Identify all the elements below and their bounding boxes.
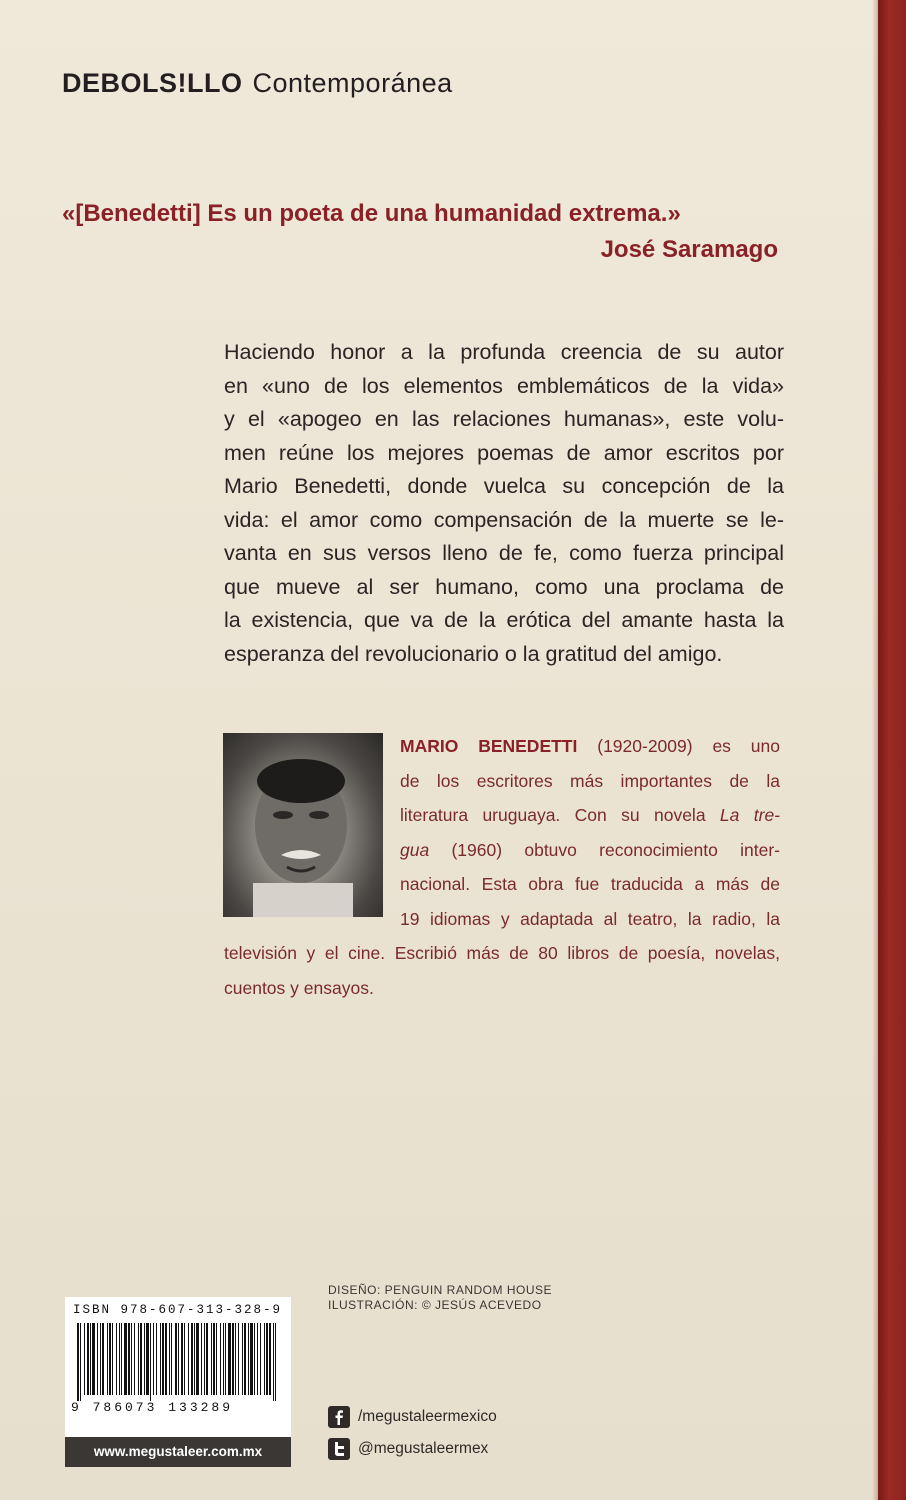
author-bio [224,729,780,1005]
synopsis-line: Mario Benedetti, donde vuelca su concepción de la [224,474,784,498]
facebook-handle: /megustaleermexico [358,1408,497,1425]
synopsis-line: en «uno de los elementos emblemáticos de la vida» [224,373,784,398]
barcode-digits: 9 786073 133289 [71,1400,234,1415]
quote-text: «[Benedetti] Es un poeta de una humanidad extrema.» [62,200,681,227]
bio-line [400,729,780,764]
twitter-icon [328,1438,350,1460]
spine-shadow [872,0,878,1500]
twitter-handle: @megustaleermex [358,1440,489,1457]
synopsis-line: vida: el amor como compensación de la muerte se le- [224,507,784,532]
barcode-box [65,1297,291,1467]
social-twitter [328,1438,488,1460]
bio-text: literatura uruguaya. Con su novela [400,805,720,825]
bio-line [400,798,780,833]
isbn-text: ISBN 978-607-313-328-9 [73,1303,283,1317]
bio-novel-title: gua [400,839,430,860]
bio-line: televisión y el cine. Escribió más de 80 libros de poesía, novelas, [224,943,780,963]
spine-edge [878,0,906,1500]
publisher-brand [62,68,453,99]
bio-line [400,833,780,868]
bio-dates: (1920-2009) es uno [577,736,780,756]
bio-novel-title: La tre- [719,805,781,825]
bio-line: 19 idiomas y adaptada al teatro, la radio, la [400,908,780,929]
synopsis-line: men reúne los mejores poemas de amor escritos por [224,440,784,465]
barcode-bars [73,1323,283,1401]
facebook-icon [328,1406,350,1428]
social-facebook [328,1406,497,1428]
illustration-credit: ILUSTRACIÓN: © JESÚS ACEVEDO [328,1298,542,1312]
quote-author: José Saramago [600,236,778,263]
bio-author-name: MARIO BENEDETTI [400,736,578,756]
bio-text: (1960) obtuvo reconocimiento inter- [429,839,780,860]
bio-line: nacional. Esta obra fue traducida a más de [400,874,780,894]
synopsis [224,336,784,671]
synopsis-line: que mueve al ser humano, como una proclama de [224,574,784,599]
bio-line: de los escritores más importantes de la [400,770,780,791]
website-url: www.megustaleer.com.mx [65,1437,291,1467]
brand-name: DEBOLS!LLO [62,68,243,98]
design-credit: DISEÑO: PENGUIN RANDOM HOUSE [328,1283,553,1297]
synopsis-line: esperanza del revolucionario o la gratitud del amigo. [224,641,723,666]
credits [328,1283,552,1313]
synopsis-line: y el «apogeo en las relaciones humanas», este volu- [224,407,784,431]
synopsis-line: Haciendo honor a la profunda creencia de su autor [224,340,784,364]
brand-collection: Contemporánea [252,68,453,98]
synopsis-line: la existencia, que va de la erótica del amante hasta la [224,608,784,632]
blurb-quote [62,198,782,264]
bio-line: cuentos y ensayos. [224,977,374,998]
synopsis-line: vanta en sus versos lleno de fe, como fuerza principal [224,541,784,565]
